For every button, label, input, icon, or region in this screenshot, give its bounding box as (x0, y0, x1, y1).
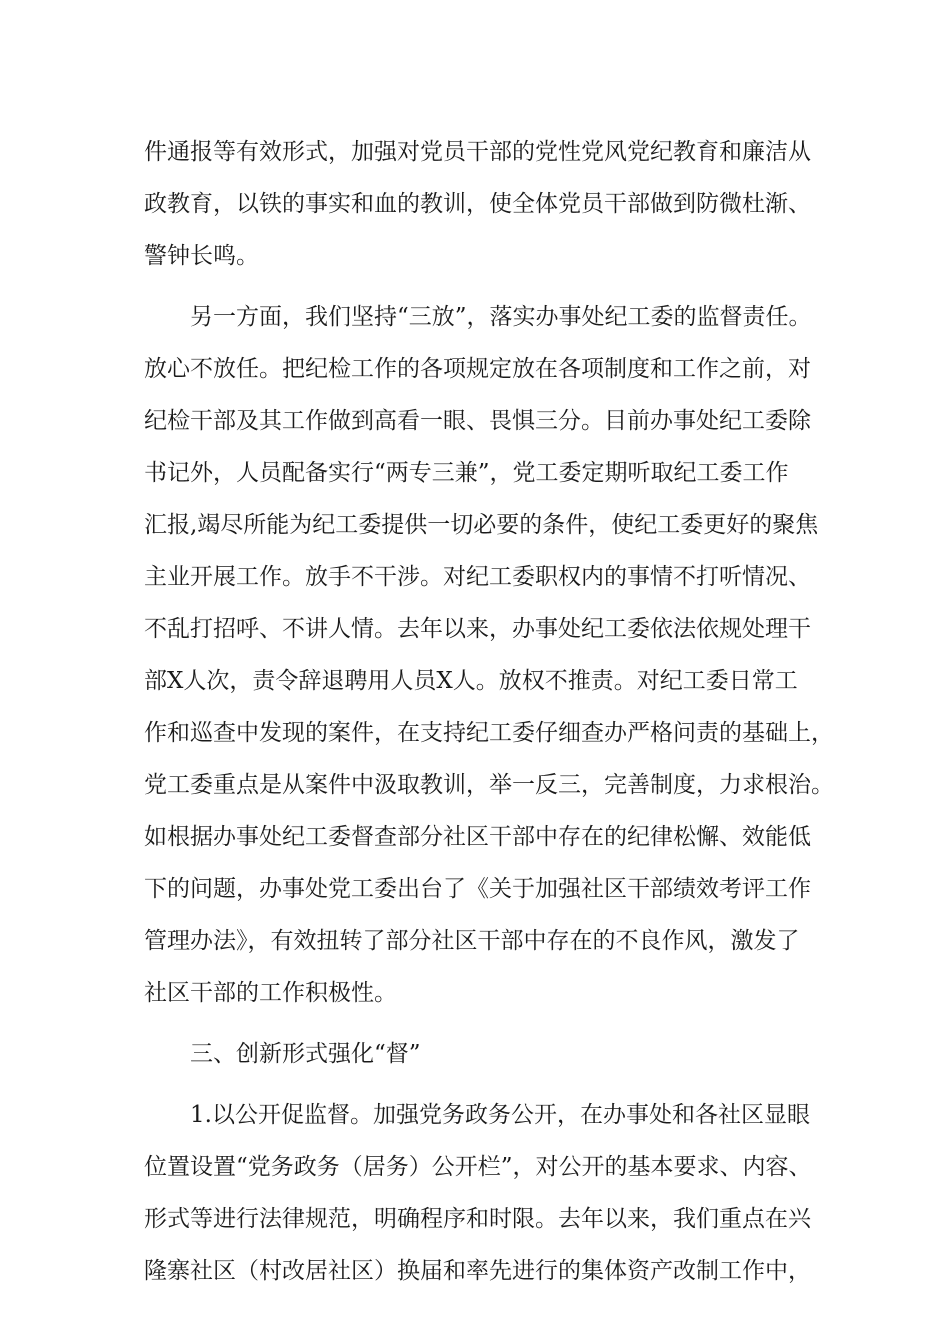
text-line: 放心不放任。把纪检工作的各项规定放在各项制度和工作之前，对 (144, 356, 811, 382)
text-line: 形式等进行法律规范，明确程序和时限。去年以来，我们重点在兴 (144, 1206, 811, 1232)
text-line: 部X人次，责令辞退聘用人员X人。放权不推责。对纪工委日常工 (144, 668, 798, 694)
text-line: 位置设置“党务政务（居务）公开栏”，对公开的基本要求、内容、 (144, 1154, 812, 1180)
text-line: 下的问题，办事处党工委出台了《关于加强社区干部绩效考评工作 (144, 876, 811, 902)
text-line: 件通报等有效形式，加强对党员干部的党性党风党纪教育和廉洁从 (144, 139, 811, 165)
text-line: 纪检干部及其工作做到高看一眼、畏惧三分。目前办事处纪工委除 (144, 408, 811, 434)
text-line: 隆寨社区（村改居社区）换届和率先进行的集体资产改制工作中， (144, 1258, 811, 1284)
text-line: 书记外，人员配备实行“两专三兼”，党工委定期听取纪工委工作 (144, 460, 789, 486)
text-line: 社区干部的工作积极性。 (144, 980, 397, 1006)
paragraph-start-line: 1.以公开促监督。加强党务政务公开，在办事处和各社区显眼 (190, 1102, 810, 1128)
text-line: 主业开展工作。放手不干涉。对纪工委职权内的事情不打听情况、 (144, 564, 811, 590)
text-line: 如根据办事处纪工委督查部分社区干部中存在的纪律松懈、效能低 (144, 824, 811, 850)
section-heading: 三、创新形式强化“督” (190, 1041, 421, 1067)
document-body (144, 126, 834, 1297)
text-line: 作和巡查中发现的案件，在支持纪工委仔细查办严格问责的基础上， (144, 720, 834, 746)
text-line: 汇报,竭尽所能为纪工委提供一切必要的条件，使纪工委更好的聚焦 (144, 512, 819, 538)
text-line: 政教育，以铁的事实和血的教训，使全体党员干部做到防微杜渐、 (144, 191, 811, 217)
text-line: 管理办法》，有效扭转了部分社区干部中存在的不良作风，激发了 (144, 928, 800, 954)
text-line: 党工委重点是从案件中汲取教训，举一反三，完善制度，力求根治。 (144, 772, 834, 798)
text-line: 不乱打招呼、不讲人情。去年以来，办事处纪工委依法依规处理干 (144, 616, 811, 642)
text-line: 警钟长鸣。 (144, 243, 259, 269)
paragraph-start-line: 另一方面，我们坚持“三放”，落实办事处纪工委的监督责任。 (190, 304, 812, 330)
